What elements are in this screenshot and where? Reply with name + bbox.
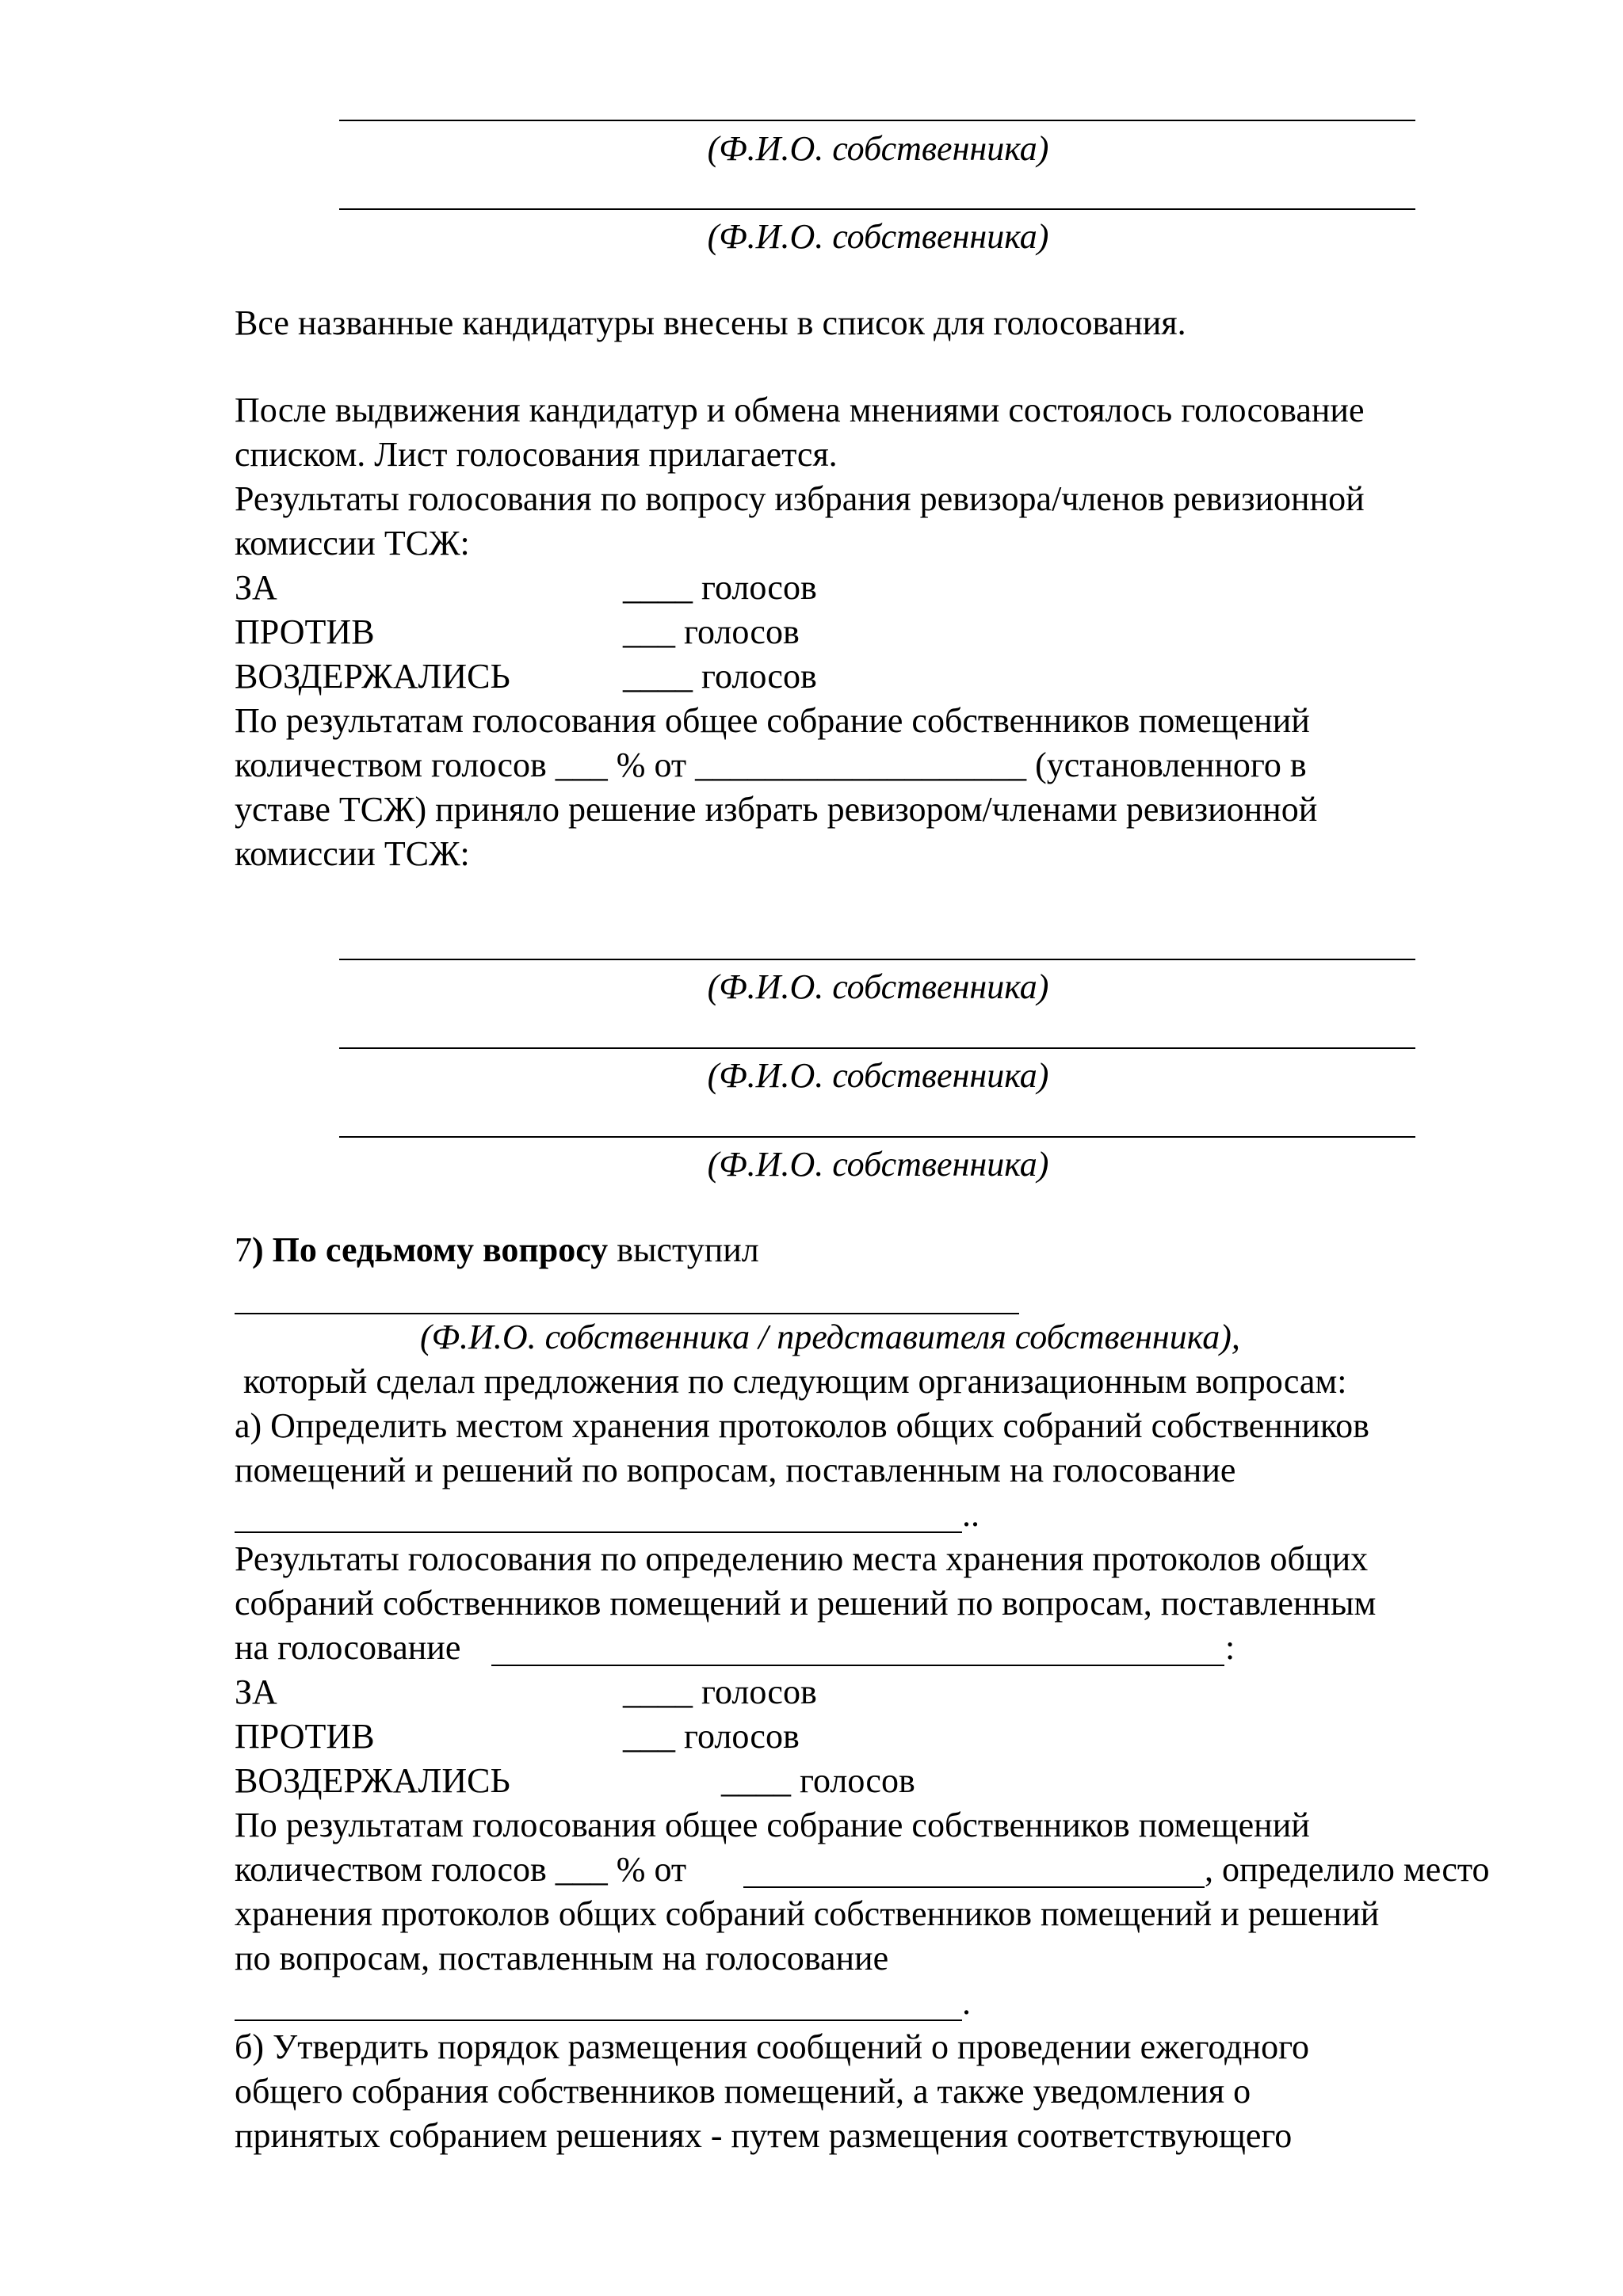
paragraph-line: по вопросам, поставленным на голосование — [235, 1939, 889, 1978]
vote-count-for: ____ голосов — [623, 568, 817, 607]
percent-base-line — [743, 1886, 1205, 1888]
storage-place-line — [235, 1531, 962, 1533]
signature-line — [339, 959, 1415, 960]
paragraph-line: Результаты голосования по определению места хранения протоколов общих — [235, 1539, 1369, 1578]
paragraph-line: который сделал предложения по следующим организационным вопросам: — [235, 1362, 1347, 1401]
paragraph-line: количеством голосов ___ % от ___________________ (установленного в — [235, 746, 1307, 784]
vote-label-for: ЗА — [235, 568, 277, 607]
vote-count-against: ___ голосов — [623, 612, 800, 651]
question-7-heading: 7) По седьмому вопросу выступил — [235, 1230, 759, 1269]
signature-caption: (Ф.И.О. собственника) — [707, 129, 1049, 168]
paragraph-line: принятых собранием решениях - путем размещения соответствующего — [235, 2116, 1293, 2155]
paragraph-line: комиссии ТСЖ: — [235, 834, 470, 873]
line-end: .. — [962, 1495, 980, 1534]
line-end: : — [1225, 1628, 1235, 1667]
signature-line — [339, 1047, 1415, 1049]
signature-line — [339, 1136, 1415, 1138]
paragraph-line: По результатам голосования общее собрание собственников помещений — [235, 1806, 1310, 1844]
vote-label-abstained: ВОЗДЕРЖАЛИСЬ — [235, 657, 510, 696]
signature-caption: (Ф.И.О. собственника) — [707, 1056, 1049, 1095]
paragraph-line: на голосование — [235, 1628, 470, 1667]
signature-caption: (Ф.И.О. собственника) — [707, 1145, 1049, 1184]
vote-count-abstained: ____ голосов — [623, 657, 817, 696]
paragraph-line: , определило место — [1205, 1850, 1490, 1889]
paragraph-candidates-listed: Все названные кандидатуры внесены в список для голосования. — [235, 303, 1186, 342]
paragraph-line: После выдвижения кандидатур и обмена мнениями состоялось голосование — [235, 391, 1365, 429]
vote-count-abstained: ____ голосов — [721, 1761, 915, 1800]
paragraph-line: помещений и решений по вопросам, поставленным на голосование — [235, 1451, 1236, 1489]
paragraph-line: уставе ТСЖ) приняло решение избрать ревизором/членами ревизионной — [235, 790, 1318, 829]
speaker-caption: (Ф.И.О. собственника / представителя собственника), — [420, 1318, 1240, 1356]
vote-count-against: ___ голосов — [623, 1717, 800, 1756]
vote-label-against: ПРОТИВ — [235, 1717, 375, 1756]
paragraph-line: хранения протоколов общих собраний собственников помещений и решений — [235, 1894, 1380, 1933]
paragraph-line: а) Определить местом хранения протоколов общих собраний собственников — [235, 1406, 1369, 1445]
signature-line — [339, 208, 1415, 210]
line-end: . — [962, 1983, 971, 2022]
paragraph-line: б) Утвердить порядок размещения сообщений о проведении ежегодного — [235, 2027, 1310, 2066]
paragraph-line: списком. Лист голосования прилагается. — [235, 435, 838, 474]
storage-place-line — [235, 2019, 962, 2021]
paragraph-line: комиссии ТСЖ: — [235, 524, 470, 563]
vote-label-for: ЗА — [235, 1672, 277, 1711]
signature-caption: (Ф.И.О. собственника) — [707, 967, 1049, 1006]
vote-count-for: ____ голосов — [623, 1672, 817, 1711]
signature-caption: (Ф.И.О. собственника) — [707, 217, 1049, 256]
speaker-line — [235, 1313, 1019, 1314]
paragraph-line: собраний собственников помещений и решений по вопросам, поставленным — [235, 1584, 1377, 1623]
paragraph-line: Результаты голосования по вопросу избрания ревизора/членов ревизионной — [235, 479, 1365, 518]
paragraph-line: общего собрания собственников помещений, а также уведомления о — [235, 2072, 1251, 2111]
vote-label-abstained: ВОЗДЕРЖАЛИСЬ — [235, 1761, 510, 1800]
storage-place-line — [491, 1665, 1224, 1666]
signature-line — [339, 120, 1415, 121]
vote-label-against: ПРОТИВ — [235, 612, 375, 651]
paragraph-line: По результатам голосования общее собрание собственников помещений — [235, 701, 1310, 740]
paragraph-line: количеством голосов ___ % от — [235, 1850, 696, 1889]
